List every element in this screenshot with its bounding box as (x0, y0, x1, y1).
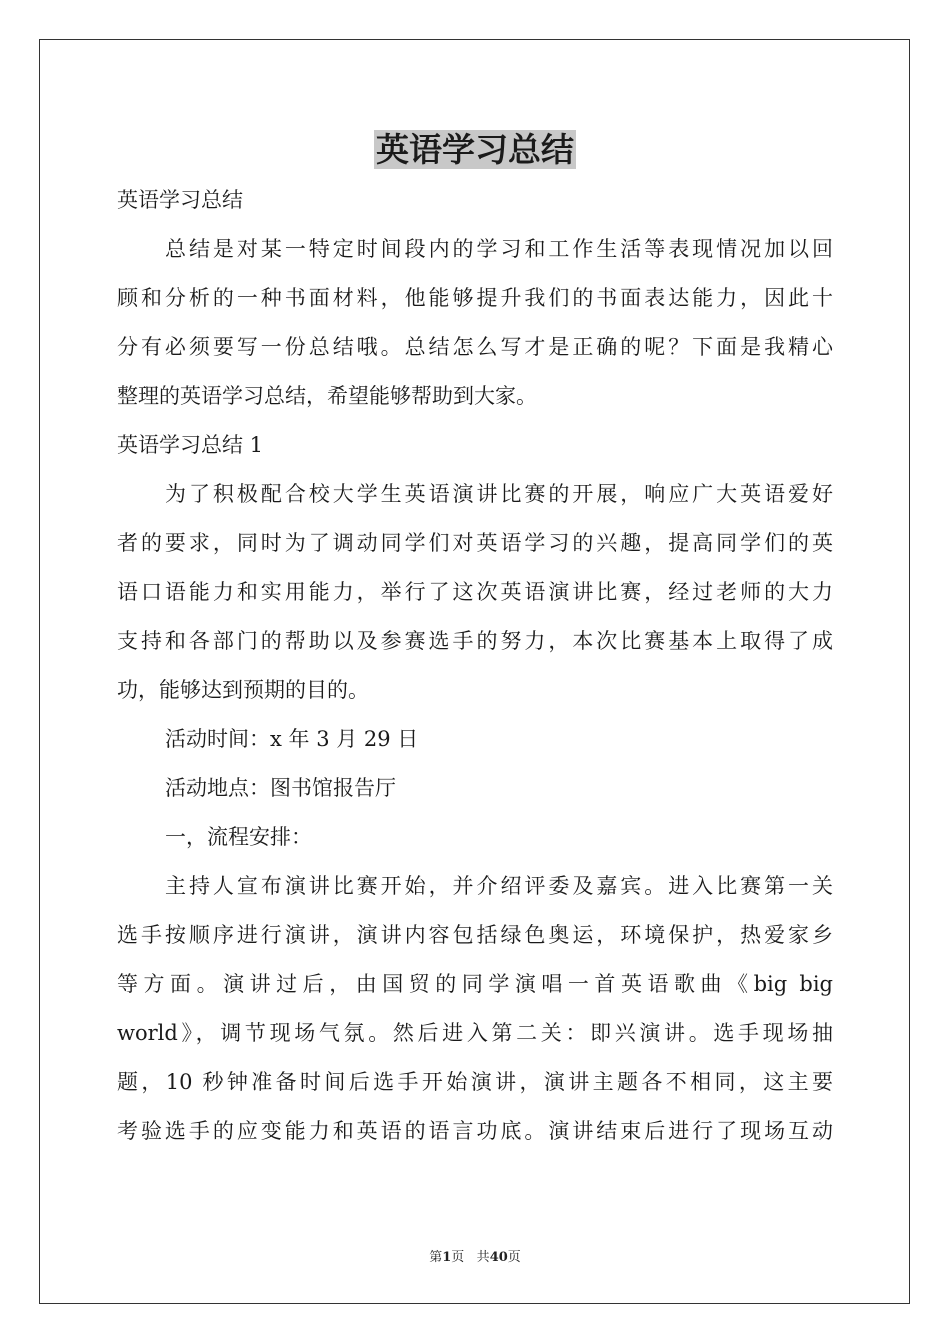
text-line: 语口语能力和实用能力，举行了这次英语演讲比赛，经过老师的大力 (117, 580, 833, 604)
document-body (117, 176, 833, 1156)
footer-page-suffix: 页 (451, 1250, 465, 1265)
text-line: 总结是对某一特定时间段内的学习和工作生活等表现情况加以回 (165, 237, 833, 261)
footer-total-prefix: 共 (476, 1250, 490, 1265)
text-line: 支持和各部门的帮助以及参赛选手的努力，本次比赛基本上取得了成 (117, 629, 833, 653)
text-line: 选手按顺序进行演讲，演讲内容包括绿色奥运，环境保护，热爱家乡 (117, 923, 833, 947)
footer-page-number: 1 (442, 1250, 452, 1265)
text-line: 为了积极配合校大学生英语演讲比赛的开展，响应广大英语爱好 (165, 482, 833, 506)
text-line: 考验选手的应变能力和英语的语言功底。演讲结束后进行了现场互动 (117, 1119, 833, 1143)
text-line: 一，流程安排： (165, 825, 312, 849)
text-line: 题，10 秒钟准备时间后选手开始演讲，演讲主题各不相同，这主要 (117, 1070, 833, 1094)
text-line: 英语学习总结 1 (117, 433, 264, 457)
text-line: 功，能够达到预期的目的。 (117, 678, 369, 702)
footer-total-pages: 40 (489, 1250, 508, 1265)
text-line: 活动时间：x 年 3 月 29 日 (165, 727, 419, 751)
text-line: 等方面。演讲过后，由国贸的同学演唱一首英语歌曲《big big (117, 972, 833, 996)
text-line: 活动地点：图书馆报告厅 (165, 776, 396, 800)
text-line: 者的要求，同时为了调动同学们对英语学习的兴趣，提高同学们的英 (117, 531, 833, 555)
text-line: world》，调节现场气氛。然后进入第二关：即兴演讲。选手现场抽 (117, 1021, 833, 1045)
text-line: 英语学习总结 (117, 188, 243, 212)
page-footer (0, 1246, 950, 1265)
document-title (0, 126, 950, 174)
document-title-text: 英语学习总结 (376, 130, 574, 169)
text-line: 主持人宣布演讲比赛开始，并介绍评委及嘉宾。进入比赛第一关 (165, 874, 833, 898)
footer-total-suffix: 页 (507, 1250, 521, 1265)
text-line: 顾和分析的一种书面材料，他能够提升我们的书面表达能力，因此十 (117, 286, 833, 310)
footer-page-prefix: 第 (429, 1250, 443, 1265)
text-line: 整理的英语学习总结，希望能够帮助到大家。 (117, 384, 537, 408)
text-line: 分有必须要写一份总结哦。总结怎么写才是正确的呢？下面是我精心 (117, 335, 833, 359)
